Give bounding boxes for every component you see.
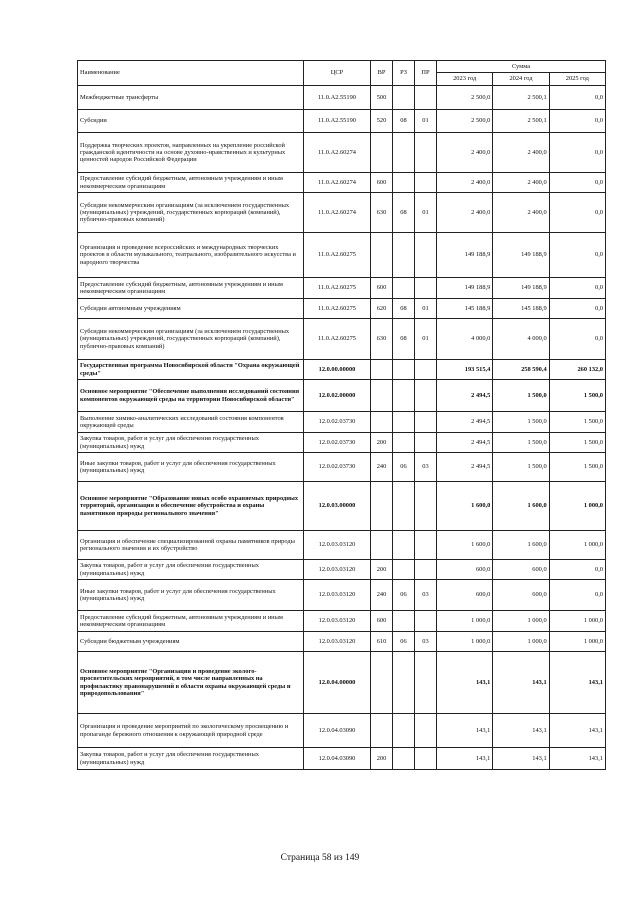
row-rz [393,748,415,770]
row-sum-2025: 1 500,0 [549,453,605,482]
row-vr: 500 [371,86,393,110]
table-row [78,173,606,193]
row-vr [371,412,393,433]
row-name: Предоставление субсидий бюджетным, автономным учреждениям и иным некоммерческим организациям [78,611,304,632]
row-sum-2025: 143,1 [549,748,605,770]
row-name: Основное мероприятие "Образование новых особо охраняемых природных территорий, организация и обеспечение обустройства и охраны памятников природы регионального значения" [78,482,304,531]
row-vr [371,233,393,278]
row-sum-2025: 0,0 [549,86,605,110]
row-sum-2023: 2 500,0 [437,110,493,133]
row-rz: 08 [393,319,415,360]
row-pr [415,380,437,412]
row-rz [393,233,415,278]
row-pr: 01 [415,193,437,233]
row-csr: 12.0.03.03120 [304,580,371,611]
row-pr [415,233,437,278]
row-vr: 600 [371,173,393,193]
row-name: Субсидии [78,110,304,133]
row-sum-2023: 1 600,0 [437,482,493,531]
row-pr: 01 [415,299,437,319]
row-sum-2025: 1 000,0 [549,611,605,632]
row-csr: 12.0.00.00000 [304,360,371,380]
table-body [78,86,606,770]
row-vr: 620 [371,299,393,319]
row-csr: 11.0.A2.55190 [304,110,371,133]
row-pr: 01 [415,110,437,133]
row-csr: 11.0.A2.60275 [304,233,371,278]
row-vr: 200 [371,748,393,770]
row-vr [371,380,393,412]
row-name: Субсидии некоммерческим организациям (за исключением государственных (муниципальных) учреждений, государственных корпораций (компаний), публично-правовых компаний) [78,319,304,360]
table-row [78,714,606,748]
row-csr: 12.0.03.03120 [304,560,371,580]
row-csr: 12.0.02.03730 [304,412,371,433]
row-pr [415,714,437,748]
header-sum: Сумма [437,61,606,73]
row-sum-2023: 4 000,0 [437,319,493,360]
row-sum-2025: 1 000,0 [549,531,605,560]
row-csr: 12.0.03.00000 [304,482,371,531]
row-vr: 610 [371,632,393,652]
row-csr: 12.0.04.03090 [304,714,371,748]
row-sum-2024: 143,1 [493,714,549,748]
row-rz [393,86,415,110]
row-sum-2025: 0,0 [549,133,605,173]
row-pr [415,482,437,531]
table-row [78,412,606,433]
row-sum-2023: 143,1 [437,748,493,770]
row-sum-2025: 260 132,0 [549,360,605,380]
row-vr: 600 [371,278,393,299]
table-row [78,193,606,233]
row-name: Закупка товаров, работ и услуг для обеспечения государственных (муниципальных) нужд [78,560,304,580]
row-sum-2023: 2 400,0 [437,193,493,233]
row-rz [393,560,415,580]
row-rz: 06 [393,453,415,482]
row-name: Предоставление субсидий бюджетным, автономным учреждениям и иным некоммерческим организациям [78,278,304,299]
row-rz [393,433,415,453]
table-row [78,652,606,714]
row-rz [393,531,415,560]
row-pr: 03 [415,632,437,652]
row-sum-2023: 600,0 [437,580,493,611]
table-row [78,560,606,580]
row-vr: 630 [371,319,393,360]
row-sum-2024: 143,1 [493,748,549,770]
row-sum-2024: 1 500,0 [493,412,549,433]
row-sum-2023: 1 000,0 [437,632,493,652]
row-sum-2023: 1 000,0 [437,611,493,632]
row-name: Организация и проведение всероссийских и международных творческих проектов в области музыкального, театрального, изобразительного искусства и народного творчества [78,233,304,278]
row-pr [415,560,437,580]
table-row [78,611,606,632]
row-csr: 12.0.04.00000 [304,652,371,714]
row-sum-2024: 1 600,0 [493,531,549,560]
row-vr: 520 [371,110,393,133]
table-row [78,110,606,133]
row-csr: 12.0.03.03120 [304,632,371,652]
row-sum-2025: 1 000,0 [549,482,605,531]
table-row [78,748,606,770]
table-row [78,319,606,360]
header-csr: ЦСР [304,61,371,86]
row-sum-2023: 145 188,9 [437,299,493,319]
header-rz: РЗ [393,61,415,86]
row-name: Выполнение химико-аналитических исследований состояния компонентов окружающей среды [78,412,304,433]
row-vr [371,531,393,560]
row-csr: 12.0.02.03730 [304,453,371,482]
row-name: Закупка товаров, работ и услуг для обеспечения государственных (муниципальных) нужд [78,433,304,453]
row-sum-2023: 2 400,0 [437,133,493,173]
header-name: Наименование [78,61,304,86]
row-sum-2023: 149 188,9 [437,233,493,278]
row-sum-2025: 0,0 [549,278,605,299]
row-pr [415,173,437,193]
row-sum-2024: 2 500,1 [493,110,549,133]
row-pr [415,748,437,770]
row-sum-2023: 2 494,5 [437,433,493,453]
row-sum-2025: 1 500,0 [549,433,605,453]
table-row [78,632,606,652]
row-sum-2024: 1 500,0 [493,433,549,453]
row-name: Иные закупки товаров, работ и услуг для обеспечения государственных (муниципальных) нужд [78,580,304,611]
row-rz [393,714,415,748]
row-rz [393,133,415,173]
row-csr: 11.0.A2.60275 [304,319,371,360]
row-csr: 12.0.03.03120 [304,611,371,632]
row-sum-2023: 143,1 [437,714,493,748]
header-year-2024: 2024 год [493,73,549,86]
row-csr: 11.0.A2.60274 [304,173,371,193]
row-sum-2025: 0,0 [549,319,605,360]
row-sum-2024: 2 400,0 [493,193,549,233]
row-sum-2024: 145 188,9 [493,299,549,319]
row-sum-2024: 1 500,0 [493,453,549,482]
row-csr: 11.0.A2.55190 [304,86,371,110]
table-row [78,580,606,611]
row-sum-2025: 0,0 [549,580,605,611]
row-pr [415,652,437,714]
row-sum-2025: 0,0 [549,110,605,133]
row-sum-2024: 1 600,0 [493,482,549,531]
table-row [78,133,606,173]
row-rz: 08 [393,193,415,233]
row-sum-2024: 149 188,9 [493,278,549,299]
row-csr: 11.0.A2.60275 [304,299,371,319]
row-vr: 600 [371,611,393,632]
row-rz: 06 [393,632,415,652]
row-rz [393,482,415,531]
row-name: Поддержка творческих проектов, направленных на укрепление российской гражданской идентичности на основе духовно-нравственных и культурных ценностей народов Российской Федерации [78,133,304,173]
table-row [78,86,606,110]
row-sum-2025: 0,0 [549,193,605,233]
row-pr [415,412,437,433]
row-name: Организация и проведение мероприятий по экологическому просвещению и пропаганде бережного отношения к окружающей природной среде [78,714,304,748]
row-vr [371,652,393,714]
row-sum-2025: 0,0 [549,173,605,193]
table-row [78,531,606,560]
row-sum-2025: 1 000,0 [549,632,605,652]
row-pr: 03 [415,580,437,611]
row-pr [415,133,437,173]
row-pr [415,278,437,299]
table-row [78,482,606,531]
row-vr: 240 [371,580,393,611]
row-name: Субсидии автономным учреждениям [78,299,304,319]
table-row [78,233,606,278]
row-sum-2025: 1 500,0 [549,380,605,412]
table-row [78,299,606,319]
row-sum-2023: 1 600,0 [437,531,493,560]
row-sum-2024: 2 400,0 [493,173,549,193]
row-sum-2023: 193 515,4 [437,360,493,380]
header-vr: ВР [371,61,393,86]
row-vr [371,133,393,173]
row-rz [393,611,415,632]
budget-table [77,60,606,770]
row-vr: 200 [371,433,393,453]
row-sum-2024: 149 188,9 [493,233,549,278]
row-vr [371,714,393,748]
row-rz: 06 [393,580,415,611]
row-rz [393,380,415,412]
row-csr: 12.0.02.03730 [304,433,371,453]
row-rz [393,412,415,433]
row-pr [415,531,437,560]
row-name: Межбюджетные трансферты [78,86,304,110]
header-year-2023: 2023 год [437,73,493,86]
row-sum-2024: 600,0 [493,580,549,611]
row-name: Предоставление субсидий бюджетным, автономным учреждениям и иным некоммерческим организациям [78,173,304,193]
row-name: Основное мероприятие "Обеспечение выполнения исследований состояния компонентов окружающей среды на территории Новосибирской области" [78,380,304,412]
row-sum-2025: 0,0 [549,299,605,319]
row-sum-2023: 2 400,0 [437,173,493,193]
row-sum-2025: 143,1 [549,652,605,714]
row-rz [393,360,415,380]
table-row [78,278,606,299]
row-pr: 03 [415,453,437,482]
row-pr [415,86,437,110]
row-sum-2023: 2 500,0 [437,86,493,110]
row-csr: 12.0.02.00000 [304,380,371,412]
table-row [78,380,606,412]
row-sum-2023: 2 494,5 [437,453,493,482]
table-header [78,61,606,86]
row-name: Организация и обеспечение специализированной охраны памятников природы регионального значения и их обустройство [78,531,304,560]
row-sum-2023: 2 494,5 [437,380,493,412]
row-pr: 01 [415,319,437,360]
row-name: Иные закупки товаров, работ и услуг для обеспечения государственных (муниципальных) нужд [78,453,304,482]
row-vr: 240 [371,453,393,482]
table-row [78,360,606,380]
row-sum-2024: 600,0 [493,560,549,580]
row-pr [415,433,437,453]
row-name: Субсидии бюджетным учреждениям [78,632,304,652]
row-sum-2024: 1 500,0 [493,380,549,412]
row-rz: 08 [393,299,415,319]
header-year-2025: 2025 год [549,73,605,86]
row-rz: 08 [393,110,415,133]
row-name: Основное мероприятие "Организация и проведение эколого-просветительских мероприятий, в том числе направленных на профилактику правонарушений в области охраны окружающей среды и природопользования" [78,652,304,714]
table-row [78,433,606,453]
row-pr [415,611,437,632]
row-vr: 630 [371,193,393,233]
row-sum-2025: 143,1 [549,714,605,748]
header-pr: ПР [415,61,437,86]
row-pr [415,360,437,380]
row-sum-2023: 149 188,9 [437,278,493,299]
row-sum-2024: 4 000,0 [493,319,549,360]
row-name: Субсидии некоммерческим организациям (за исключением государственных (муниципальных) учреждений, государственных корпораций (компаний), публично-правовых компаний) [78,193,304,233]
row-csr: 11.0.A2.60274 [304,193,371,233]
row-name: Закупка товаров, работ и услуг для обеспечения государственных (муниципальных) нужд [78,748,304,770]
row-sum-2023: 2 494,5 [437,412,493,433]
row-sum-2024: 2 400,0 [493,133,549,173]
row-csr: 11.0.A2.60275 [304,278,371,299]
table-row [78,453,606,482]
row-sum-2024: 1 000,0 [493,632,549,652]
row-rz [393,278,415,299]
row-rz [393,173,415,193]
row-sum-2024: 1 000,0 [493,611,549,632]
row-sum-2024: 258 590,4 [493,360,549,380]
row-csr: 12.0.03.03120 [304,531,371,560]
row-sum-2025: 0,0 [549,560,605,580]
row-name: Государственная программа Новосибирской области "Охрана окружающей среды" [78,360,304,380]
row-rz [393,652,415,714]
page-number: Страница 58 из 149 [280,853,360,863]
row-sum-2023: 600,0 [437,560,493,580]
row-sum-2025: 0,0 [549,233,605,278]
row-sum-2025: 1 500,0 [549,412,605,433]
row-vr: 200 [371,560,393,580]
row-vr [371,360,393,380]
row-csr: 11.0.A2.60274 [304,133,371,173]
row-vr [371,482,393,531]
row-csr: 12.0.04.03090 [304,748,371,770]
row-sum-2023: 143,1 [437,652,493,714]
row-sum-2024: 143,1 [493,652,549,714]
row-sum-2024: 2 500,1 [493,86,549,110]
